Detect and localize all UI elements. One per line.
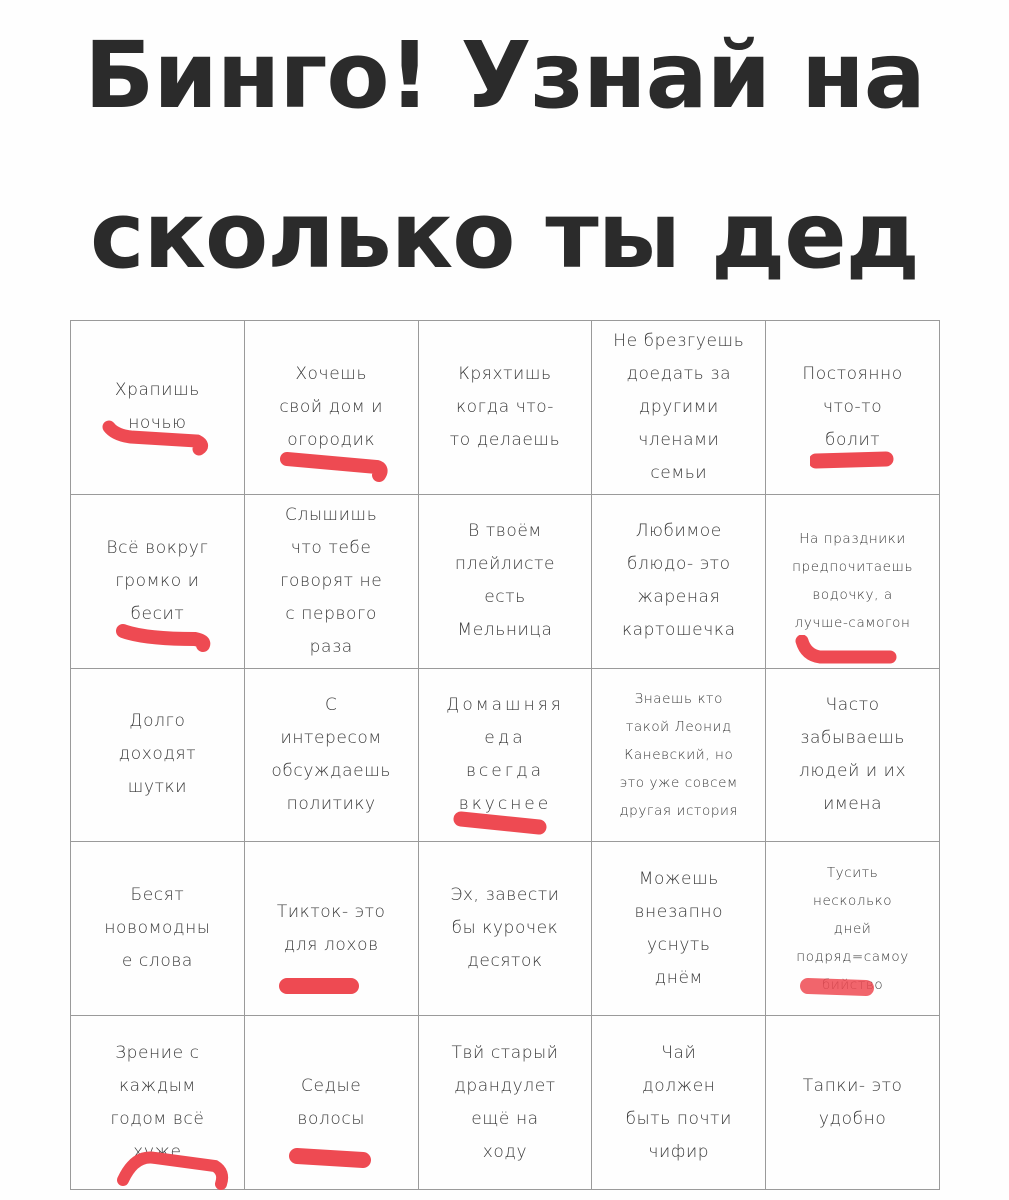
cell-text: Тапки- это удобно [802,1075,903,1129]
bingo-cell[interactable] [245,1016,419,1190]
cell-text: На праздники предпочитаешь водочку, а лучше-самогон [792,531,914,632]
cell-text: Можешь внезапно уснуть днём [634,868,724,988]
bingo-cell[interactable] [766,1016,940,1190]
cell-text: Долго доходят шутки [118,711,197,798]
bingo-cell[interactable] [419,495,593,669]
bingo-cell[interactable] [71,495,245,669]
cell-text: Любимое блюдо- это жареная картошечка [621,521,736,641]
cell-text: Храпишь ночью [114,380,200,434]
bingo-cell[interactable] [71,669,245,843]
bingo-cell[interactable] [766,842,940,1016]
cell-text: Постоянно что-то болит [802,363,903,450]
cell-text: Тусить несколько дней подряд=самоу бийство [796,864,909,993]
bingo-cell[interactable] [592,842,766,1016]
marker-stroke [794,635,904,671]
marker-stroke [279,972,369,1002]
cell-text: Эх, завести бы курочек десяток [450,885,560,972]
cell-text: Зрение с каждым годом всё хуже [110,1042,205,1162]
bingo-cell[interactable] [245,842,419,1016]
bingo-cell[interactable] [419,321,593,495]
bingo-cell[interactable] [245,669,419,843]
cell-text: В твоём плейлисте есть Мельница [454,521,556,641]
title-line-2: сколько ты дед [90,182,919,289]
cell-text: Хочешь свой дом и огородик [279,363,384,450]
bingo-cell[interactable] [766,321,940,495]
cell-text: Домашняя еда всегда вкуснее [446,694,564,814]
bingo-cell[interactable] [592,669,766,843]
bingo-cell[interactable] [592,495,766,669]
bingo-cell[interactable] [245,321,419,495]
bingo-cell[interactable] [71,321,245,495]
cell-text: Тикток- это для лохов [276,901,386,955]
cell-text: Не брезгуешь доедать за другими членами семьи [613,330,745,483]
cell-text: Часто забываешь людей и их имена [799,694,907,814]
bingo-grid [70,320,940,1190]
bingo-cell[interactable] [592,321,766,495]
marker-stroke [289,1144,379,1176]
title-line-1: Бинго! Узнай на [84,22,925,129]
bingo-cell[interactable] [419,1016,593,1190]
bingo-cell[interactable] [766,669,940,843]
cell-text: Седые волосы [297,1075,365,1129]
bingo-cell[interactable] [419,842,593,1016]
bingo-cell[interactable] [71,842,245,1016]
cell-text: Слышишь что тебе говорят не с первого раза [280,504,383,657]
cell-text: Кряхтишь когда что- то делаешь [449,363,561,450]
bingo-cell[interactable] [71,1016,245,1190]
cell-text: Всё вокруг громко и бесит [106,537,209,624]
bingo-cell[interactable] [766,495,940,669]
cell-text: С интересом обсуждаешь политику [271,694,392,814]
bingo-cell[interactable] [592,1016,766,1190]
bingo-cell[interactable] [245,495,419,669]
cell-text: Знаешь кто такой Леонид Каневский, но это уже совсем другая история [619,690,739,819]
bingo-cell[interactable] [419,669,593,843]
cell-text: Твй старый драндулет ещё на ходу [451,1042,559,1162]
cell-text: Чай должен быть почти чифир [625,1042,732,1162]
cell-text: Бесят новомодны е слова [104,885,211,972]
